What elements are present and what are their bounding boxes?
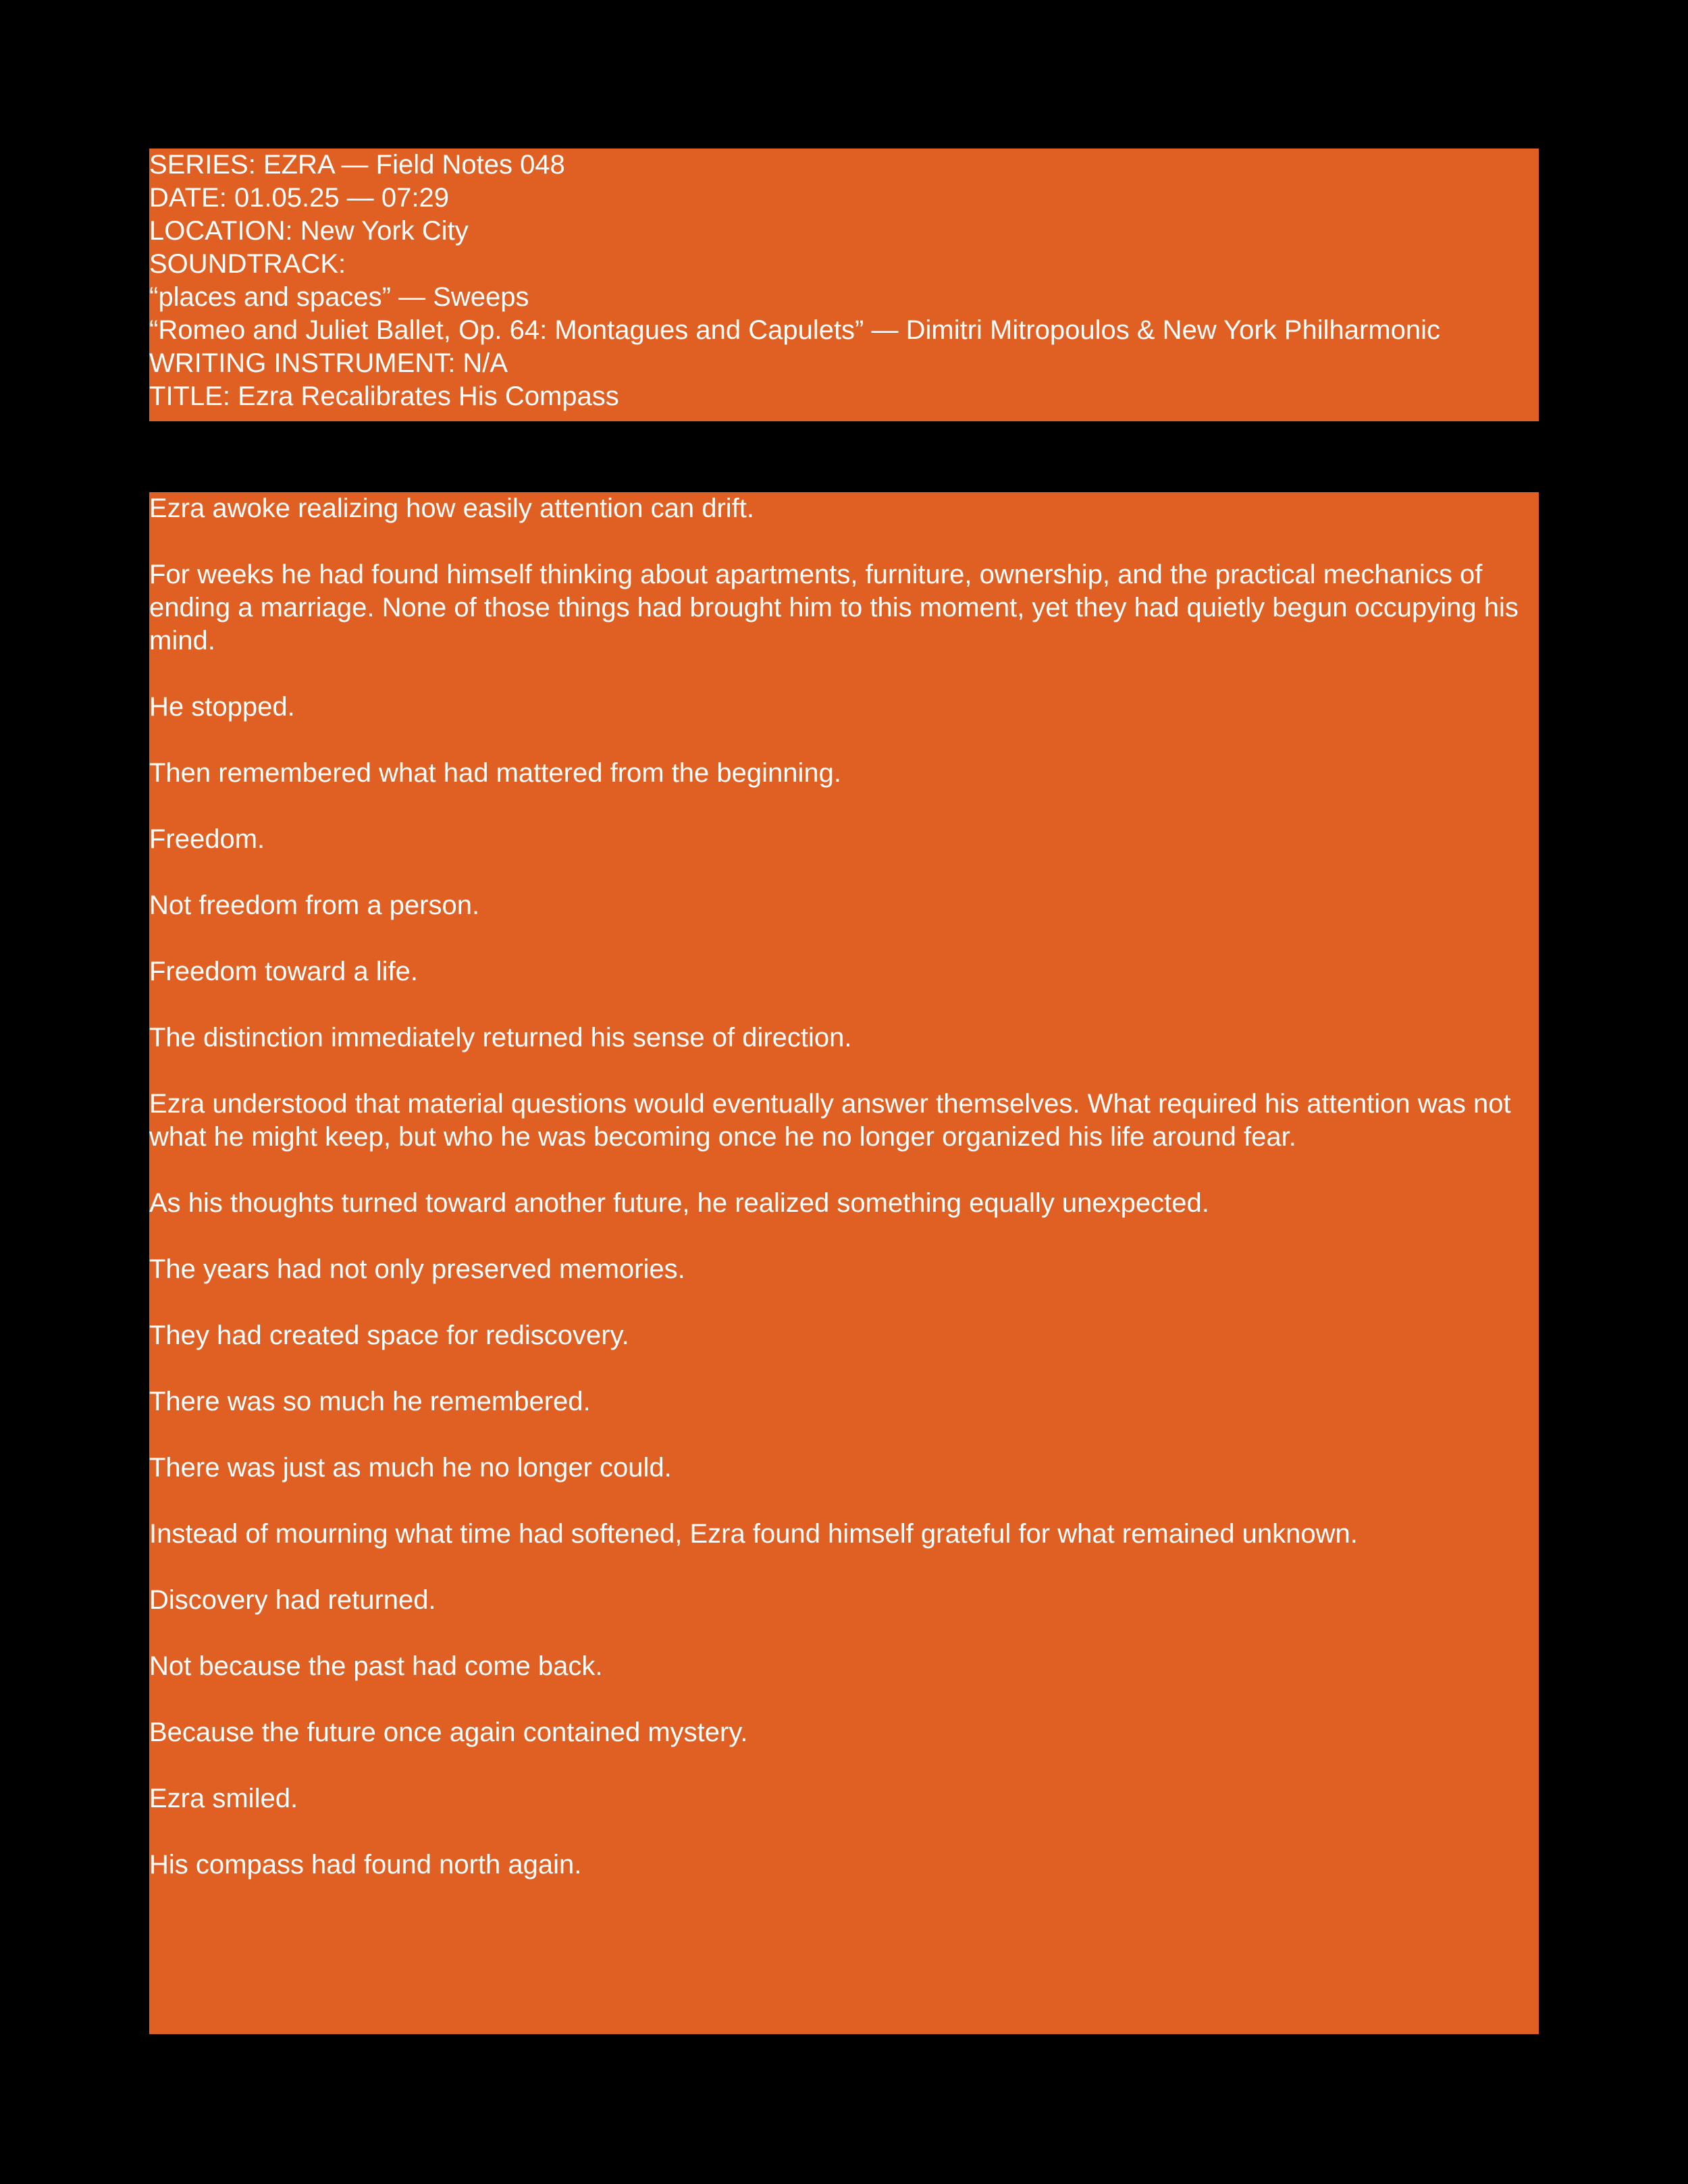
paragraph: Ezra awoke realizing how easily attention can drift. xyxy=(149,494,755,523)
date-line: DATE: 01.05.25 — 07:29 xyxy=(149,183,449,213)
paragraph: Ezra smiled. xyxy=(149,1784,298,1813)
paragraph: He stopped. xyxy=(149,692,295,722)
soundtrack-label: SOUNDTRACK: xyxy=(149,249,346,279)
paragraph: Because the future once again contained mystery. xyxy=(149,1717,748,1747)
paragraph: There was just as much he no longer could. xyxy=(149,1453,672,1483)
soundtrack-track-2: “Romeo and Juliet Ballet, Op. 64: Montagues and Capulets” — Dimitri Mitropoulos & New York Philharmonic xyxy=(149,315,1440,345)
paragraph: As his thoughts turned toward another future, he realized something equally unexpected. xyxy=(149,1188,1209,1218)
paragraph: There was so much he remembered. xyxy=(149,1387,591,1416)
paragraph: Freedom. xyxy=(149,824,265,854)
paragraph: Discovery had returned. xyxy=(149,1585,436,1615)
paragraph: Freedom toward a life. xyxy=(149,957,418,986)
paragraph: Ezra understood that material questions would eventually answer themselves. What required his attention was not what he might keep, but who he was becoming once he no longer organized his life around fear. xyxy=(149,1089,1511,1152)
paragraph: His compass had found north again. xyxy=(149,1850,582,1880)
location-line: LOCATION: New York City xyxy=(149,216,469,246)
paragraph: Instead of mourning what time had softened, Ezra found himself grateful for what remained unknown. xyxy=(149,1519,1358,1549)
body-panel xyxy=(149,492,1539,2034)
paragraph: The years had not only preserved memories. xyxy=(149,1254,685,1284)
paragraph: The distinction immediately returned his sense of direction. xyxy=(149,1023,852,1053)
paragraph: They had created space for rediscovery. xyxy=(149,1321,629,1350)
soundtrack-track-1: “places and spaces” — Sweeps xyxy=(149,282,529,312)
paragraph: Then remembered what had mattered from the beginning. xyxy=(149,758,842,788)
title-line: TITLE: Ezra Recalibrates His Compass xyxy=(149,381,619,411)
paragraph: For weeks he had found himself thinking about apartments, furniture, ownership, and the practical mechanics of ending a marriage. None of those things had brought him to this moment, yet they had quietly begun occupying his mind. xyxy=(149,560,1519,656)
paragraph: Not because the past had come back. xyxy=(149,1651,603,1681)
paragraph: Not freedom from a person. xyxy=(149,890,480,920)
header-panel xyxy=(149,149,1539,421)
writing-instrument-line: WRITING INSTRUMENT: N/A xyxy=(149,348,508,378)
series-line: SERIES: EZRA — Field Notes 048 xyxy=(149,150,565,180)
header-metadata xyxy=(149,149,1539,413)
body-text xyxy=(149,492,1539,1882)
